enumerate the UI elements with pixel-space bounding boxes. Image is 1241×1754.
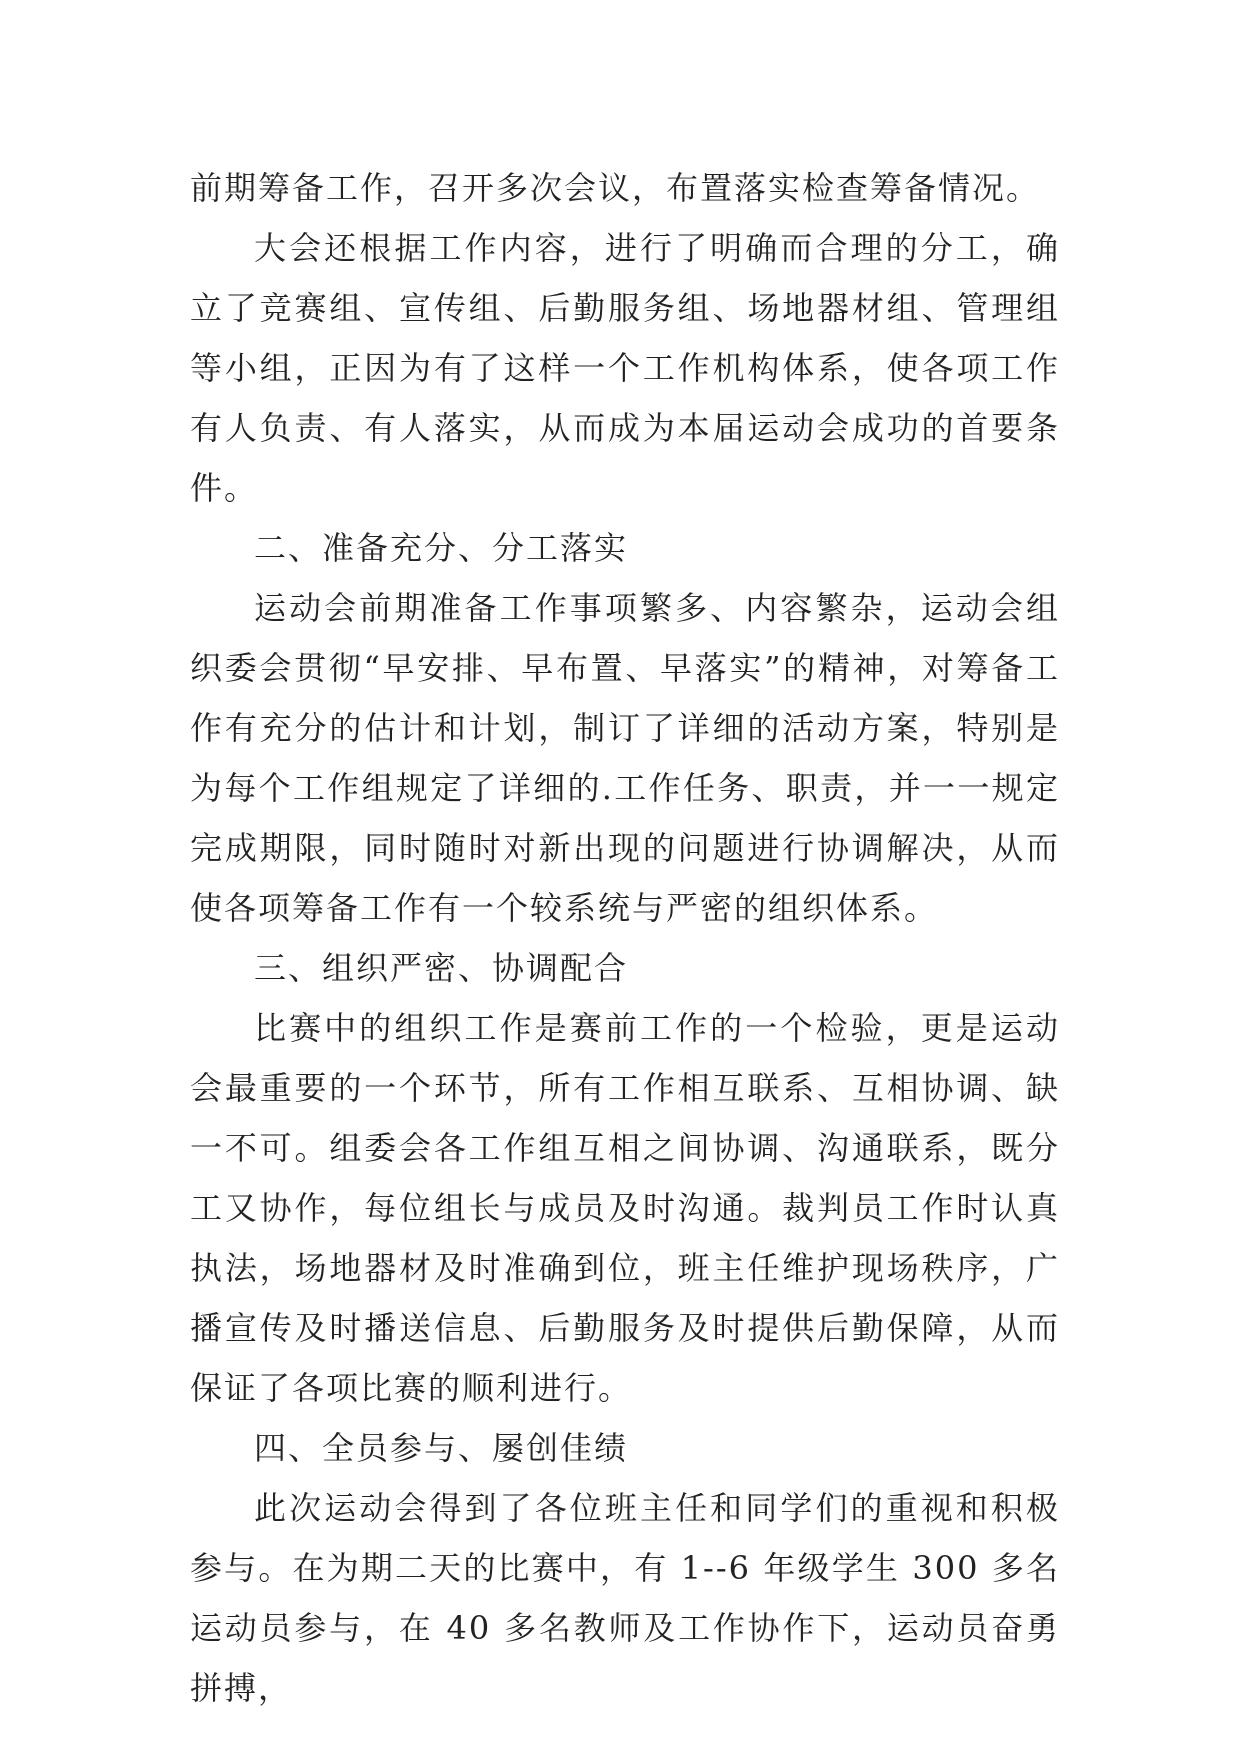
section-heading-two: 二、准备充分、分工落实 — [254, 529, 629, 567]
paragraph-continuation: 前期筹备工作，召开多次会议，布置落实检查筹备情况。 — [190, 169, 1041, 207]
document-body — [190, 158, 1060, 1718]
paragraph-participation: 此次运动会得到了各位班主任和同学们的重视和积极参与。在为期二天的比赛中，有 1--6 年级学生 300 多名运动员参与，在 40 多名教师及工作协作下，运动员奋勇拼搏， — [190, 1489, 1060, 1707]
section-heading-four: 四、全员参与、屡创佳绩 — [254, 1429, 629, 1467]
section-heading-three: 三、组织严密、协调配合 — [254, 949, 629, 987]
paragraph-organization: 比赛中的组织工作是赛前工作的一个检验，更是运动会最重要的一个环节，所有工作相互联系、互相协调、缺一不可。组委会各工作组互相之间协调、沟通联系，既分工又协作，每位组长与成员及时沟通。裁判员工作时认真执法，场地器材及时准确到位，班主任维护现场秩序，广播宣传及时播送信息、后勤服务及时提供后勤保障，从而保证了各项比赛的顺利进行。 — [190, 1009, 1060, 1407]
paragraph-preparation: 运动会前期准备工作事项繁多、内容繁杂，运动会组织委会贯彻“早安排、早布置、早落实”的精神，对筹备工作有充分的估计和计划，制订了详细的活动方案，特别是为每个工作组规定了详细的.工作任务、职责，并一一规定完成期限，同时随时对新出现的问题进行协调解决，从而使各项筹备工作有一个较系统与严密的组织体系。 — [190, 589, 1060, 927]
paragraph-division-of-labor: 大会还根据工作内容，进行了明确而合理的分工，确立了竞赛组、宣传组、后勤服务组、场地器材组、管理组等小组，正因为有了这样一个工作机构体系，使各项工作有人负责、有人落实，从而成为本届运动会成功的首要条件。 — [190, 229, 1060, 507]
